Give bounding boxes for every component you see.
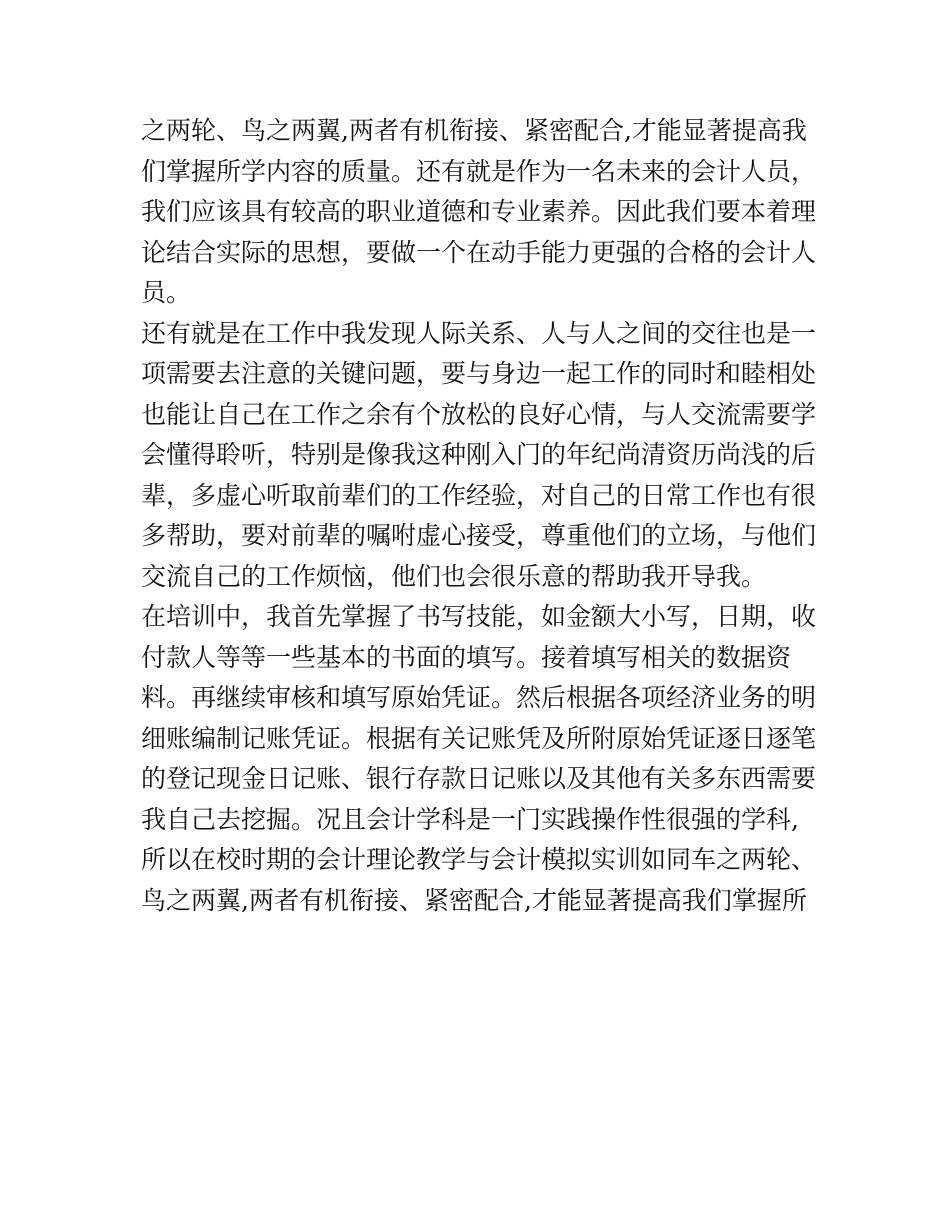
- text-line: 多帮助，要对前辈的嘱咐虚心接受，尊重他们的立场，与他们: [141, 521, 817, 550]
- text-line: 项需要去注意的关键问题，要与身边一起工作的同时和睦相处: [141, 359, 817, 388]
- text-line: 在培训中，我首先掌握了书写技能，如金额大小写，日期，收: [141, 602, 817, 631]
- text-line: 也能让自己在工作之余有个放松的良好心情，与人交流需要学: [141, 399, 817, 429]
- text-line: 论结合实际的思想，要做一个在动手能力更强的合格的会计人: [141, 237, 817, 267]
- text-line: 之两轮、鸟之两翼,两者有机衔接、紧密配合,才能显著提高我: [141, 116, 807, 145]
- text-line: 还有就是在工作中我发现人际关系、人与人之间的交往也是一: [141, 318, 817, 348]
- text-line: 会懂得聆听，特别是像我这种刚入门的年纪尚清资历尚浅的后: [141, 440, 817, 469]
- text-line: 所以在校时期的会计理论教学与会计模拟实训如同车之两轮、: [141, 845, 817, 874]
- text-line: 我们应该具有较高的职业道德和专业素养。因此我们要本着理: [141, 197, 817, 226]
- text-line: 交流自己的工作烦恼，他们也会很乐意的帮助我开导我。: [141, 561, 767, 591]
- text-line: 我自己去挖掘。况且会计学科是一门实践操作性很强的学科,: [141, 804, 799, 834]
- text-line: 鸟之两翼,两者有机衔接、紧密配合,才能显著提高我们掌握所: [141, 885, 807, 915]
- body-text: [141, 111, 821, 921]
- text-line: 们掌握所学内容的质量。还有就是作为一名未来的会计人员，: [141, 156, 817, 186]
- text-line: 辈，多虚心听取前辈们的工作经验，对自己的日常工作也有很: [141, 480, 817, 510]
- text-line: 料。再继续审核和填写原始凭证。然后根据各项经济业务的明: [141, 683, 817, 712]
- text-line: 付款人等等一些基本的书面的填写。接着填写相关的数据资: [141, 642, 792, 672]
- text-line: 的登记现金日记账、银行存款日记账以及其他有关多东西需要: [141, 764, 817, 793]
- text-line: 员。: [141, 278, 192, 307]
- text-line: 细账编制记账凭证。根据有关记账凭及所附原始凭证逐日逐笔: [141, 723, 817, 753]
